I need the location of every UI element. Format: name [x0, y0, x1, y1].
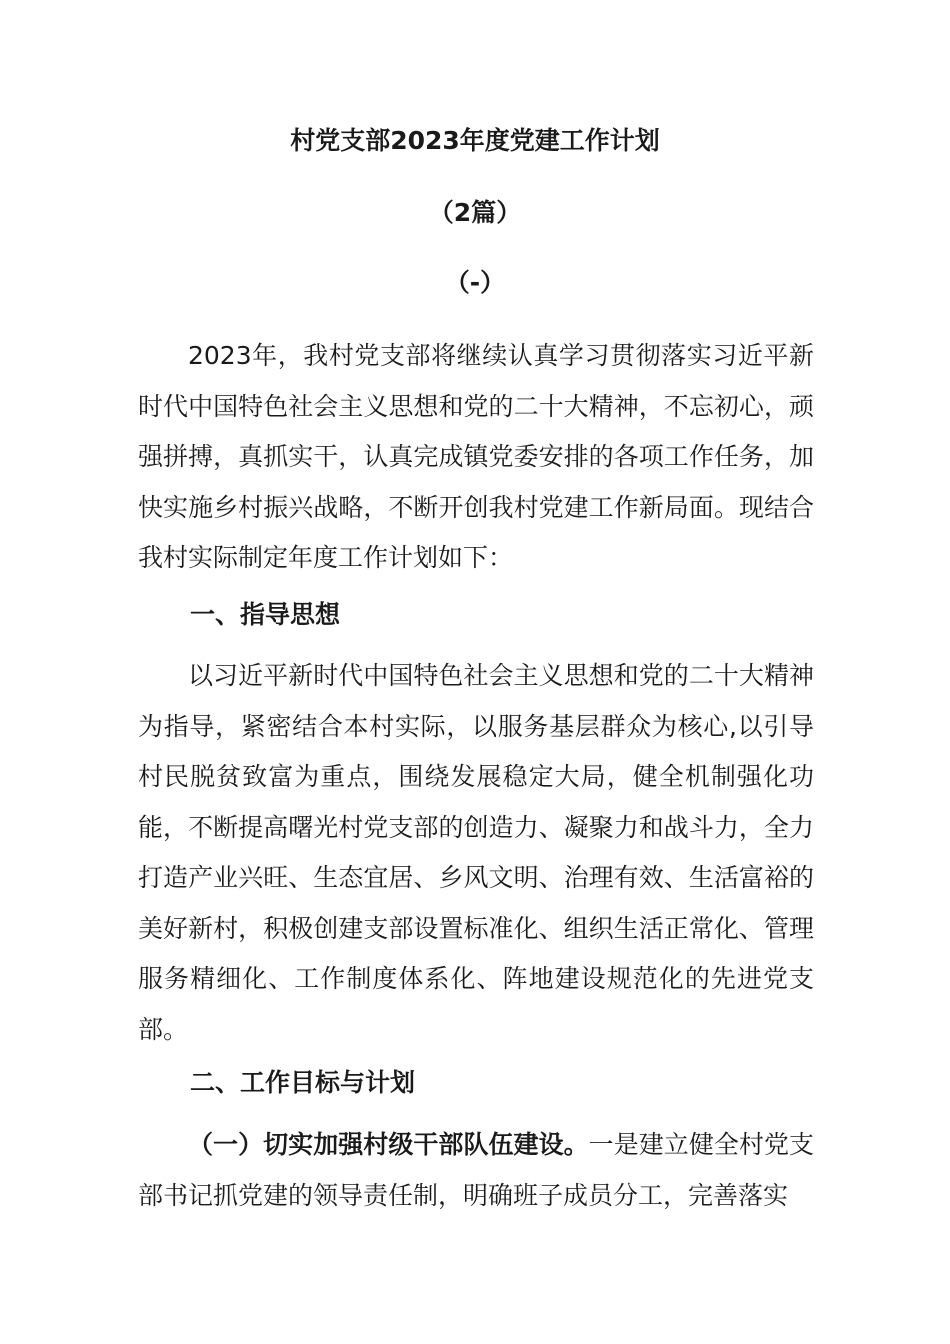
document-title: 村党支部2023年度党建工作计划 [290, 126, 660, 155]
goals-item-1-paragraph [138, 1120, 814, 1221]
guiding-ideology-paragraph: 以习近平新时代中国特色社会主义思想和党的二十大精神为指导，紧密结合本村实际，以服务基层群众为核心,以引导村民脱贫致富为重点，围绕发展稳定大局，健全机制强化功能，不断提高曙光村党支部的创造力、凝聚力和战斗力，全力打造产业兴旺、生态宜居、乡风文明、治理有效、生活富裕的美好新村，积极创建支部设置标准化、组织生活正常化、管理服务精细化、工作制度体系化、阵地建设规范化的先进党支部。 [138, 661, 814, 1044]
goals-item-1-lead: （一）切实加强村级干部队伍建设。 [188, 1130, 589, 1159]
intro-paragraph: 2023年，我村党支部将继续认真学习贯彻落实习近平新时代中国特色社会主义思想和党的二十大精神，不忘初心，顽强拼搏，真抓实干，认真完成镇党委安排的各项工作任务，加快实施乡村振兴战略，不断开创我村党建工作新局面。现结合我村实际制定年度工作计划如下： [138, 341, 814, 572]
section-heading-goals-and-plan: 二、工作目标与计划 [190, 1068, 416, 1097]
document-subtitle: （2篇） [428, 198, 522, 227]
goals-item-1-text: 一是建立健全村党支部书记抓党建的领导责任制，明确班子成员分工，完善落实 [138, 1130, 814, 1210]
section-heading-guiding-ideology: 一、指导思想 [190, 600, 341, 629]
part-label: （-） [444, 268, 506, 297]
